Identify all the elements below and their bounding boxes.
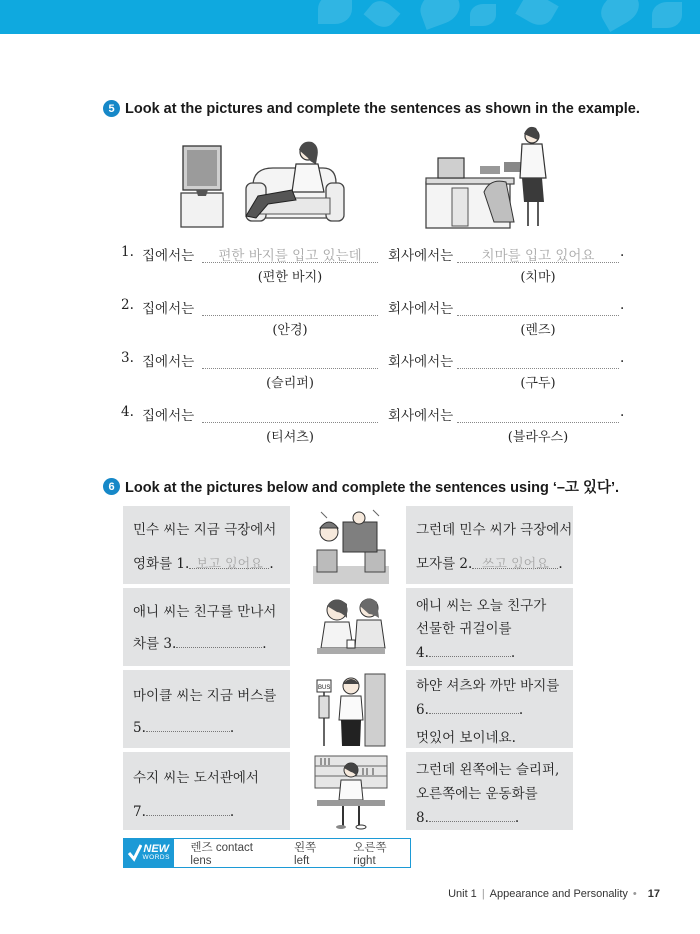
sentence-card-3 [123, 588, 290, 666]
checkmark-icon [128, 844, 142, 862]
home-label: 집에서는 [142, 408, 195, 424]
answer-blank-1: 보고 있어요 [189, 553, 269, 569]
sentence-card-6 [406, 670, 573, 748]
page-number: 17 [647, 888, 660, 900]
card-line: 마이클 씨는 지금 버스를 [133, 688, 277, 704]
card-line [416, 806, 519, 826]
work-answer: 치마를 입고 있어요 [457, 244, 619, 263]
bus-stop-picture [313, 670, 389, 748]
sentence-card-4 [406, 588, 573, 666]
row-period: . [620, 404, 625, 420]
home-answer-field[interactable] [202, 297, 378, 316]
new-words-badge [124, 839, 174, 867]
sentence-card-1 [123, 506, 290, 584]
new-words-badge-bottom: WORDS [142, 854, 170, 862]
card-line [133, 800, 234, 820]
answer-blank-3[interactable] [176, 632, 262, 648]
work-label: 회사에서는 [388, 354, 454, 370]
exercise-6-title: Look at the pictures below and complete the sentences using ‘–고 있다’. [125, 480, 620, 496]
row-number: 3. [121, 350, 134, 366]
work-label: 회사에서는 [388, 248, 454, 264]
period: . [262, 636, 267, 652]
home-label: 집에서는 [142, 301, 195, 317]
work-label: 회사에서는 [388, 301, 454, 317]
sentence-card-5 [123, 670, 290, 748]
page-footer [448, 888, 660, 900]
new-word-item: 오른쪽 right [353, 842, 387, 867]
blank-number: 2. [459, 556, 473, 572]
period: . [558, 556, 563, 572]
bus-sign-text: BUS [318, 685, 331, 691]
blank-number: 8. [416, 810, 429, 826]
exercise-5-heading [103, 100, 640, 117]
exercise-6-heading [103, 476, 619, 497]
new-word-item: 렌즈 contact lens [190, 842, 253, 867]
home-label: 집에서는 [142, 354, 195, 370]
home-hint: (슬리퍼) [266, 376, 314, 391]
home-lounge-illustration [178, 138, 348, 230]
work-answer-field[interactable] [457, 404, 619, 423]
answer-blank-6[interactable] [429, 698, 519, 714]
exercise-5-title: Look at the pictures and complete the sentences as shown in the example. [125, 100, 640, 117]
period: . [514, 810, 520, 826]
card-line [133, 632, 267, 652]
library-picture [313, 752, 389, 830]
exercise-5-row-1 [0, 244, 700, 284]
home-label: 집에서는 [142, 248, 195, 264]
bus-stop-illustration [313, 670, 389, 748]
work-hint: (블라우스) [507, 430, 569, 445]
new-words-list [190, 839, 410, 867]
period: . [269, 556, 274, 572]
card-line: 그런데 왼쪽에는 슬리퍼, [416, 762, 560, 778]
footer-title: Appearance and Personality [489, 888, 628, 900]
top-banner [0, 0, 700, 34]
card-line: 애니 씨는 친구를 만나서 [133, 604, 277, 620]
home-hint: (티셔츠) [266, 430, 314, 445]
footer-separator: | [481, 888, 485, 900]
blank-number: 1. [176, 556, 190, 572]
home-hint: (편한 바지) [257, 270, 323, 285]
row-period: . [620, 244, 625, 260]
card-line: 멋있어 보이네요. [416, 730, 516, 746]
exercise-5-row-3 [0, 350, 700, 390]
card-line: 그런데 민수 씨가 극장에서 [416, 522, 573, 538]
exercise-5-row-4 [0, 404, 700, 444]
card-line: 하얀 셔츠와 까만 바지를 [416, 678, 560, 694]
card-line [133, 552, 274, 572]
sentence-card-7 [123, 752, 290, 830]
card-line [416, 552, 563, 572]
exercise-number-badge: 5 [103, 100, 120, 117]
answer-blank-8[interactable] [429, 806, 515, 822]
work-answer-field[interactable] [457, 350, 619, 369]
row-number: 2. [121, 297, 134, 313]
work-hint: (치마) [520, 270, 556, 285]
home-hint: (안경) [272, 323, 308, 338]
answer-blank-4[interactable] [429, 641, 511, 657]
blank-number: 7. [133, 804, 146, 820]
office-illustration [424, 122, 564, 232]
work-hint: (렌즈) [520, 323, 556, 338]
work-hint: (구두) [520, 376, 556, 391]
home-answer-field[interactable] [202, 404, 378, 423]
new-word-item: 왼쪽 left [294, 842, 317, 867]
home-answer: 편한 바지를 입고 있는데 [202, 244, 378, 263]
card-line-text: 차를 [133, 636, 160, 652]
work-answer-field[interactable] [457, 297, 619, 316]
exercise-number-badge: 6 [103, 478, 120, 495]
card-line: 민수 씨는 지금 극장에서 [133, 522, 277, 538]
answer-blank-5[interactable] [146, 716, 230, 732]
period: . [510, 645, 516, 661]
row-number: 1. [121, 244, 134, 260]
blank-number: 3. [163, 636, 177, 652]
blank-number: 5. [133, 720, 146, 736]
card-line: 오른쪽에는 운동화를 [416, 786, 538, 802]
cinema-illustration [313, 506, 389, 584]
cafe-picture [313, 588, 389, 666]
period: . [229, 720, 235, 736]
library-illustration [313, 752, 389, 830]
cafe-illustration [313, 588, 389, 666]
new-words-box [123, 838, 411, 868]
new-words-badge-top: NEW [143, 843, 170, 856]
blank-number: 6. [416, 702, 429, 718]
card-line-text: 영화를 [133, 556, 173, 572]
footer-dot: • [632, 888, 637, 900]
answer-blank-2: 쓰고 있어요 [472, 553, 558, 569]
home-answer-field[interactable] [202, 350, 378, 369]
row-period: . [620, 350, 625, 366]
sentence-card-8 [406, 752, 573, 830]
row-number: 4. [121, 404, 134, 420]
period: . [518, 702, 524, 718]
card-line [416, 641, 515, 661]
period: . [229, 804, 235, 820]
card-line-text: 모자를 [416, 556, 456, 572]
card-line: 수지 씨는 도서관에서 [133, 770, 259, 786]
footer-unit: Unit 1 [448, 888, 477, 900]
exercise-5-row-2 [0, 297, 700, 337]
answer-blank-7[interactable] [146, 800, 230, 816]
blank-number: 4. [416, 645, 429, 661]
card-line [416, 698, 523, 718]
work-label: 회사에서는 [388, 408, 454, 424]
sentence-card-2 [406, 506, 573, 584]
cinema-picture [313, 506, 389, 584]
card-line: 애니 씨는 오늘 친구가 [416, 598, 547, 614]
card-line [133, 716, 234, 736]
row-period: . [620, 297, 625, 313]
card-line: 선물한 귀걸이를 [416, 621, 512, 637]
